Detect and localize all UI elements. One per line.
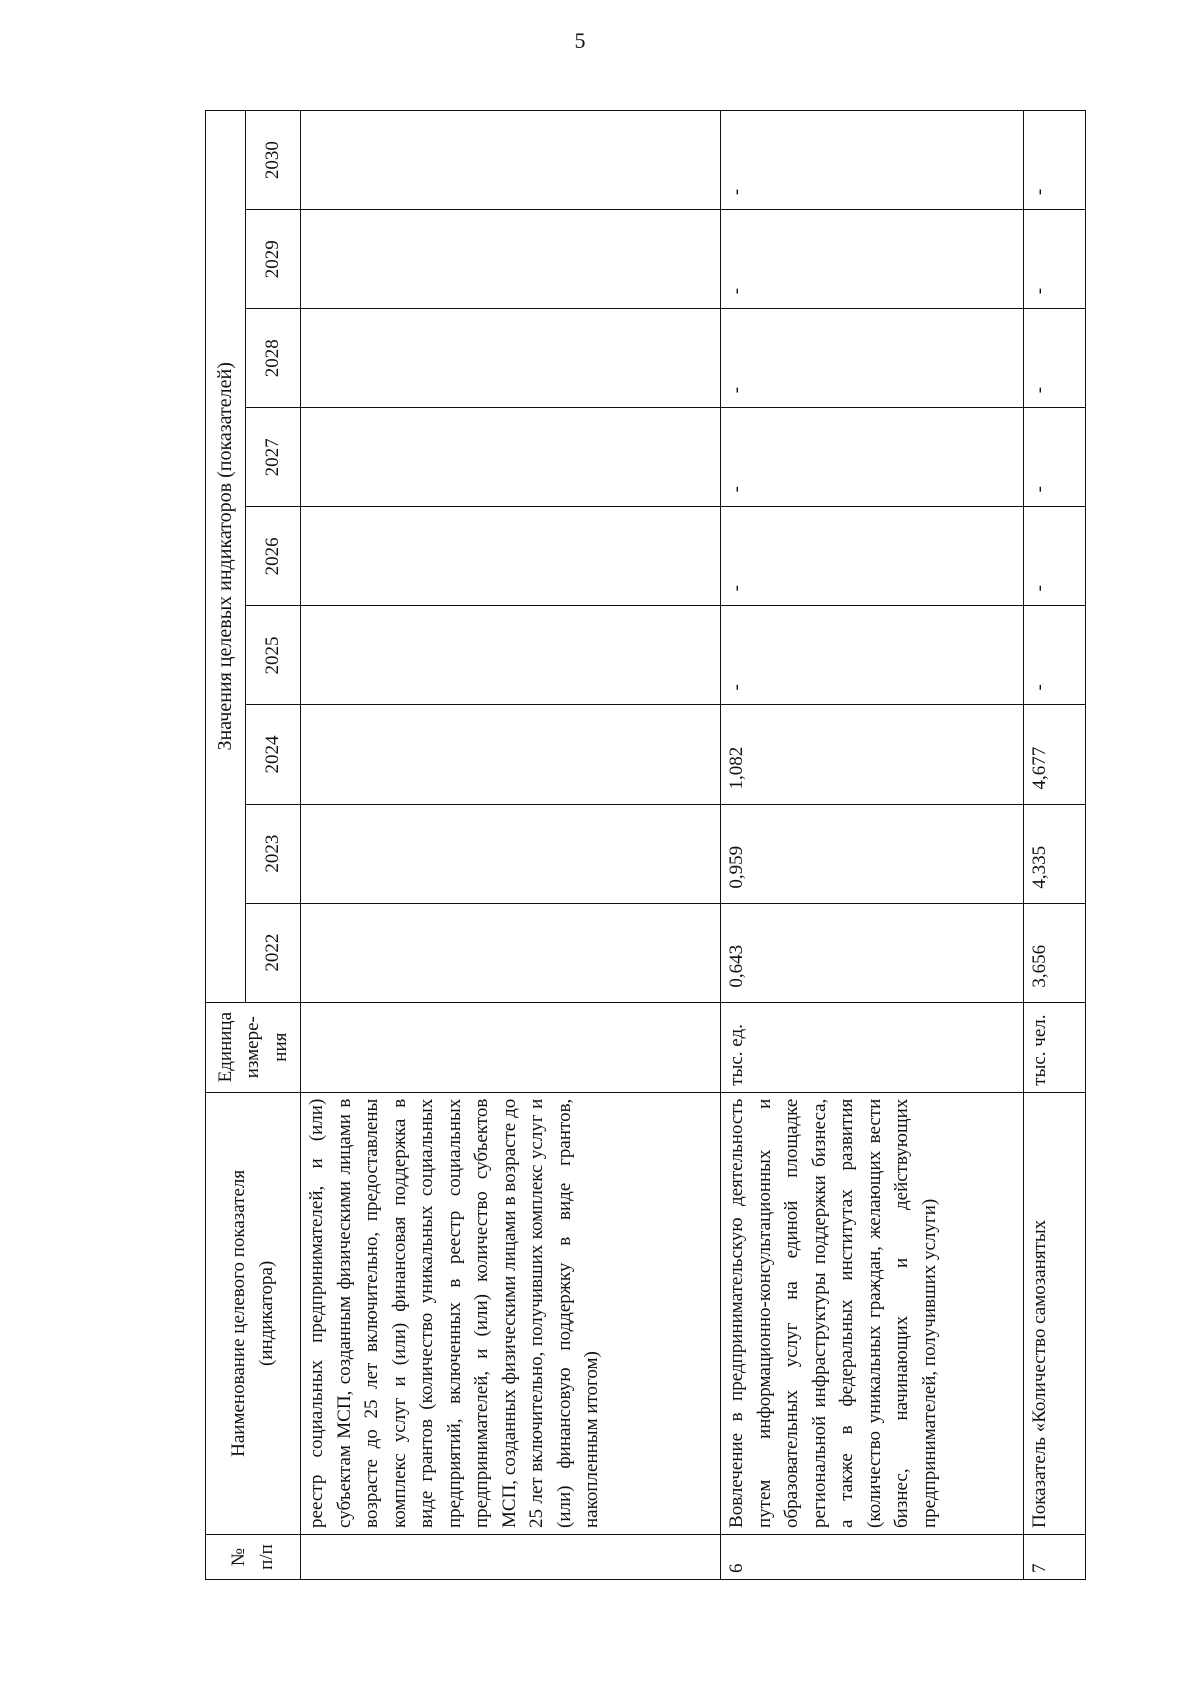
header-year: 2024 [246,705,301,804]
row-name: реестр социальных предпринимателей, и (или) субъектам МСП, созданным физическими лицами в возрасте до 25 лет включительно, предоставлены комплекс услуг и (или) финансовая поддержка в виде грантов (количество уникальных социальных предприятий, включенных в реестр социальных предпринимателей, и (или) количество субъектов МСП, созданных физическими лицами в возрасте до 25 лет включительно, получивших комплекс услуг и (или) финансовую поддержку в виде грантов, накопленным итогом) [301,1092,721,1534]
header-name-line1: Наименование целевого показателя [228,1169,250,1457]
header-year: 2026 [246,507,301,606]
row-value: 4,335 [1024,804,1086,903]
rotated-table-wrapper [205,110,1085,1580]
header-year: 2027 [246,408,301,507]
row-value: - [1024,309,1086,408]
header-unit: Единица измере-ния [206,1002,301,1092]
header-year: 2029 [246,210,301,309]
row-value: 0,959 [721,804,1024,903]
header-name [206,1092,301,1534]
row-value: - [1024,408,1086,507]
row-value [301,507,721,606]
indicators-table [205,110,1086,1580]
row-value [301,309,721,408]
header-year: 2028 [246,309,301,408]
row-unit: тыс. чел. [1024,1002,1086,1092]
row-unit: тыс. ед. [721,1002,1024,1092]
header-year: 2022 [246,903,301,1002]
row-name: Вовлечение в предпринимательскую деятельность путем информационно-консультационных и образовательных услуг на единой площадке региональной инфраструктуры поддержки бизнеса, а также в федеральных институтах развития (количество уникальных граждан, желающих вести бизнес, начинающих и действующих предпринимателей, получивших услуги) [721,1092,1024,1534]
row-value: 4,677 [1024,705,1086,804]
row-num [301,1534,721,1579]
row-value: - [721,507,1024,606]
row-num: 7 [1024,1534,1086,1579]
row-value: 3,656 [1024,903,1086,1002]
row-value [301,210,721,309]
table-row [1024,111,1086,1580]
table-row [301,111,721,1580]
row-value [301,606,721,705]
row-value [301,408,721,507]
header-values-group: Значения целевых индикаторов (показателей) [206,111,246,1003]
row-num: 6 [721,1534,1024,1579]
row-value [301,705,721,804]
page-number: 5 [574,28,586,53]
header-name-line2: (индикатора) [256,1260,277,1366]
row-value: - [721,606,1024,705]
row-value [301,804,721,903]
row-value [301,111,721,210]
row-value: - [721,111,1024,210]
header-year: 2025 [246,606,301,705]
table-row [721,111,1024,1580]
row-name: Показатель «Количество самозанятых [1024,1092,1086,1534]
header-year: 2023 [246,804,301,903]
row-value: - [721,408,1024,507]
header-year: 2030 [246,111,301,210]
row-value: 0,643 [721,903,1024,1002]
row-unit [301,1002,721,1092]
header-num: № п/п [206,1534,301,1579]
row-value [301,903,721,1002]
row-value: - [1024,111,1086,210]
row-value: - [721,210,1024,309]
row-value: 1,082 [721,705,1024,804]
row-value: - [1024,210,1086,309]
row-value: - [1024,606,1086,705]
row-value: - [721,309,1024,408]
row-value: - [1024,507,1086,606]
